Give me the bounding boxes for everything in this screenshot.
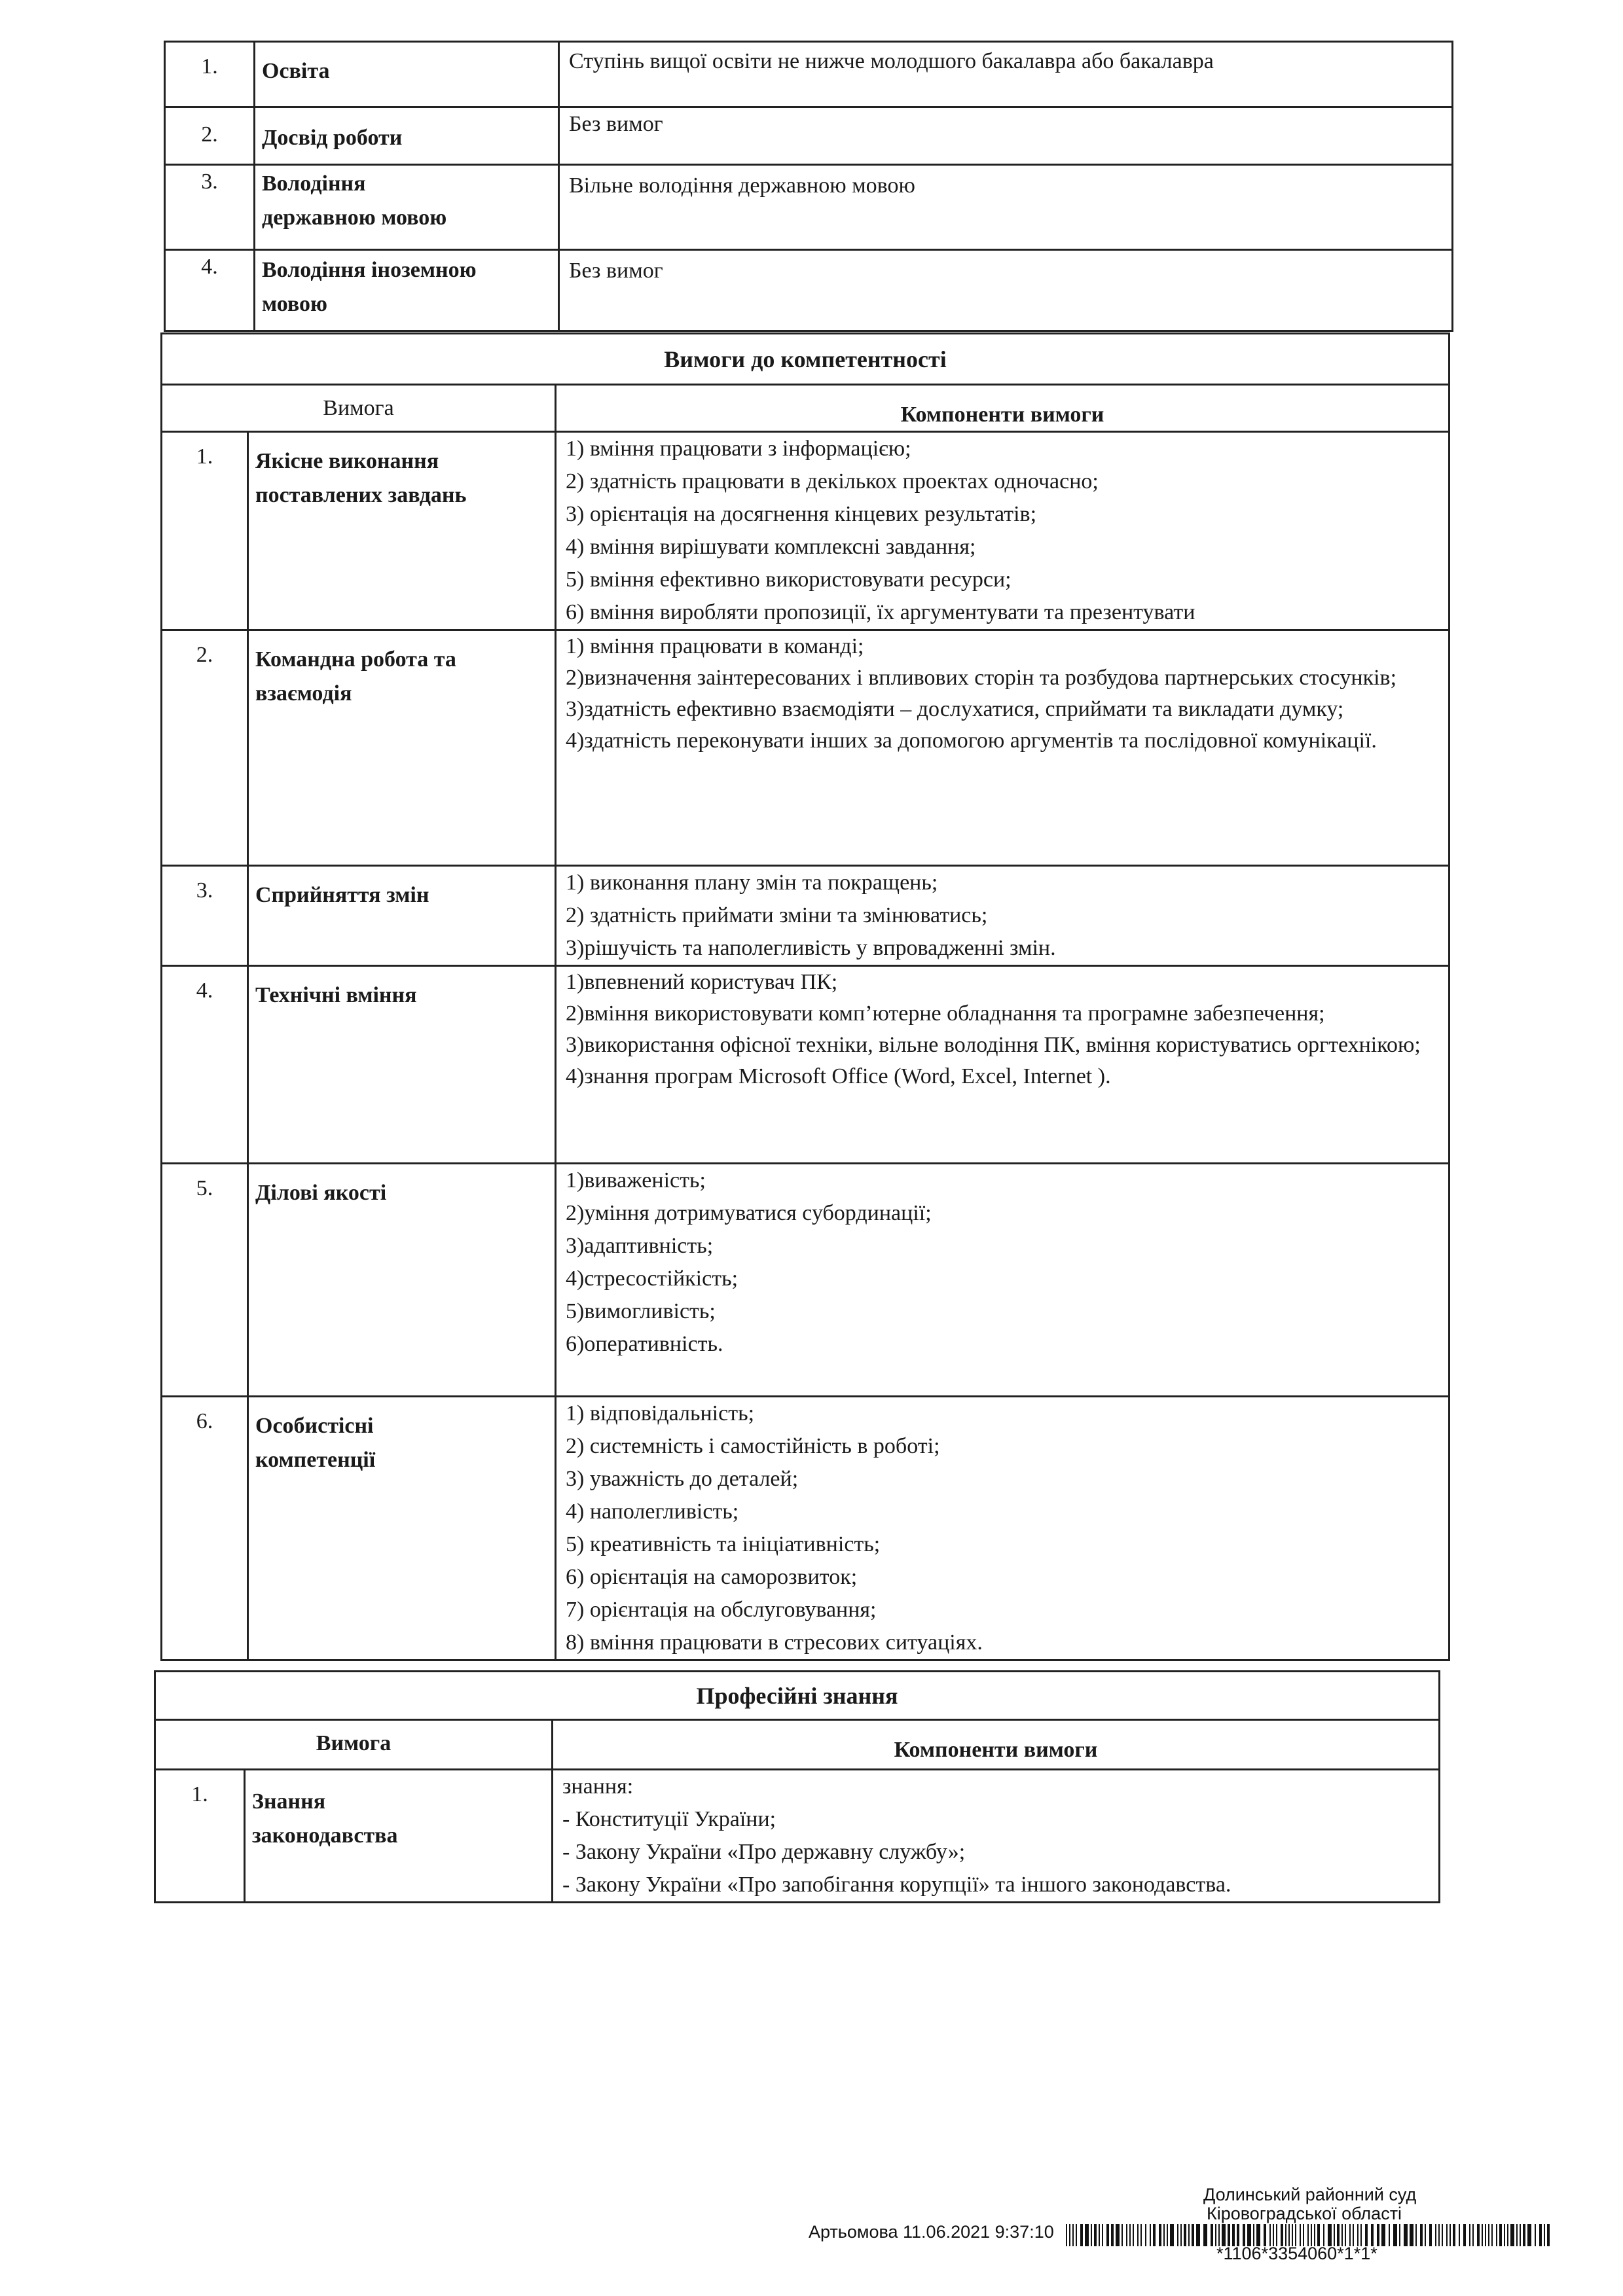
barcode-bar [1365, 2224, 1368, 2246]
barcode-bar [1438, 2224, 1440, 2246]
barcode-bar [1066, 2224, 1067, 2246]
barcode-bar [1311, 2224, 1312, 2246]
component-item: знання: [562, 1774, 634, 1799]
barcode-bar [1285, 2224, 1286, 2246]
component-item: 5)вимогливість; [566, 1299, 716, 1323]
component-item: 2)визначення заінтересованих і впливових сторін та розбудова партнерських стосунків; [566, 666, 1397, 690]
component-item: - Конституції України; [562, 1807, 776, 1831]
barcode-bar [1328, 2224, 1332, 2246]
row-number: 4. [162, 966, 248, 1164]
barcode-bar [1488, 2224, 1489, 2246]
barcode-bar [1163, 2224, 1165, 2246]
barcode-bar [1292, 2224, 1293, 2246]
label-line: Освіта [262, 59, 330, 83]
component-item: 1) вміння працювати в команді; [566, 634, 864, 658]
barcode-bar [1170, 2224, 1174, 2246]
barcode-bar [1504, 2224, 1505, 2246]
row-label [255, 165, 559, 250]
barcode-bar [1317, 2224, 1320, 2246]
row-number: 1. [155, 1770, 245, 1903]
row-label [248, 630, 556, 866]
barcode-bar [1450, 2224, 1451, 2246]
barcode-bar [1188, 2224, 1190, 2246]
barcode-bar [1425, 2224, 1426, 2246]
barcode-bar [1111, 2224, 1114, 2246]
component-item: - Закону України «Про державну службу»; [562, 1840, 966, 1864]
component-item: 2) системність і самостійність в роботі; [566, 1434, 940, 1458]
barcode-bar [1281, 2224, 1283, 2246]
row-value [559, 250, 1453, 331]
barcode-bar [1429, 2224, 1432, 2246]
barcode-bar [1314, 2224, 1315, 2246]
component-item: 3)використання офісної техніки, вільне володіння ПК, вміння користуватись оргтехнікою; [566, 1033, 1421, 1057]
barcode-bar [1469, 2224, 1470, 2246]
barcode-bar [1192, 2224, 1194, 2246]
barcode-bar [1307, 2224, 1309, 2246]
component-item: 2)уміння дотримуватися субординації; [566, 1201, 932, 1225]
component-item: 1) відповідальність; [566, 1401, 755, 1426]
row-label [255, 107, 559, 165]
barcode-bar [1535, 2224, 1536, 2246]
barcode-bar [1516, 2224, 1518, 2246]
component-item: 3) уважність до деталей; [566, 1467, 799, 1491]
barcode-bar [1371, 2224, 1374, 2246]
barcode-bar [1523, 2224, 1525, 2246]
barcode-bar [1256, 2224, 1260, 2246]
barcode-bar [1463, 2224, 1466, 2246]
row-components [556, 866, 1450, 966]
barcode-bar [1072, 2224, 1074, 2246]
barcode-bar [1069, 2224, 1070, 2246]
barcode-bar [1485, 2224, 1486, 2246]
barcode-bar [1341, 2224, 1343, 2246]
component-item: 6) вміння виробляти пропозиції, їх аргументувати та презентувати [566, 600, 1195, 624]
label-line: Сприйняття змін [255, 883, 429, 907]
barcode-bar [1491, 2224, 1493, 2246]
barcode-bar [1203, 2224, 1207, 2246]
barcode-bar [1099, 2224, 1100, 2246]
section-title: Професійні знання [155, 1672, 1440, 1720]
row-label [255, 42, 559, 107]
barcode-bar [1459, 2224, 1460, 2246]
section-title-row [155, 1672, 1440, 1720]
barcode-bar [1273, 2224, 1274, 2246]
barcode-bar [1228, 2224, 1230, 2246]
row-label [248, 866, 556, 966]
barcode-bar [1196, 2224, 1200, 2246]
barcode-bar [1159, 2224, 1161, 2246]
barcode-bar [1106, 2224, 1109, 2246]
barcode-bar [1145, 2224, 1146, 2246]
barcode-bar [1211, 2224, 1213, 2246]
barcode-bar [1150, 2224, 1151, 2246]
section-title-row [162, 334, 1450, 385]
barcode-bar [1360, 2224, 1362, 2246]
table-row [165, 42, 1453, 107]
label-line: Якісне виконання [255, 449, 439, 473]
barcode-bar [1102, 2224, 1103, 2246]
value-line: Ступінь вищої освіти не нижче молодшого бакалавра або бакалавра [569, 49, 1214, 73]
barcode-bar [1520, 2224, 1521, 2246]
row-components [556, 630, 1450, 866]
component-item: 8) вміння працювати в стресових ситуаціях. [566, 1630, 983, 1655]
row-components [556, 1164, 1450, 1397]
barcode-bar [1482, 2224, 1483, 2246]
row-value [559, 107, 1453, 165]
column-header-row [162, 385, 1450, 432]
barcode-bar [1435, 2224, 1436, 2246]
label-line: Володіння іноземною [262, 258, 477, 282]
row-label [255, 250, 559, 331]
barcode-bar [1357, 2224, 1359, 2246]
barcode-bar [1477, 2224, 1480, 2246]
barcode-bar [1140, 2224, 1142, 2246]
label-line: Ділові якості [255, 1181, 387, 1205]
barcode-bar [1094, 2224, 1097, 2246]
label-line: Технічні вміння [255, 983, 417, 1007]
component-item: 1) вміння працювати з інформацією; [566, 437, 911, 461]
row-label [248, 432, 556, 630]
barcode-bar [1232, 2224, 1235, 2246]
barcode-bar [1116, 2224, 1120, 2246]
barcode-bar [1510, 2224, 1514, 2246]
table-row [155, 1770, 1440, 1903]
barcode-graphic [1066, 2224, 1552, 2246]
barcode-bar [1539, 2224, 1542, 2246]
barcode-bar [1126, 2224, 1127, 2246]
barcode-bar [1247, 2224, 1251, 2246]
barcode-bar [1323, 2224, 1324, 2246]
barcode-bar [1442, 2224, 1443, 2246]
component-item: 6) орієнтація на саморозвиток; [566, 1565, 858, 1589]
barcode-bar [1222, 2224, 1226, 2246]
component-item: 4)знання програм Microsoft Office (Word, Excel, Internet ). [566, 1064, 1111, 1088]
component-item: 4) вміння вирішувати комплексні завдання; [566, 535, 976, 559]
barcode-bar [1177, 2224, 1178, 2246]
component-item: - Закону України «Про запобігання корупції» та іншого законодавства. [562, 1873, 1231, 1897]
table-row [162, 1397, 1450, 1660]
barcode-bar [1303, 2224, 1304, 2246]
barcode-bar [1269, 2224, 1271, 2246]
row-label [248, 966, 556, 1164]
component-item: 4) наполегливість; [566, 1499, 739, 1524]
barcode-bar [1527, 2224, 1531, 2246]
component-item: 5) креативність та ініціативність; [566, 1532, 881, 1556]
row-label [245, 1770, 553, 1903]
value-line: Вільне володіння державною мовою [569, 173, 915, 198]
barcode-bar [1349, 2224, 1351, 2246]
component-item: 6)оперативність. [566, 1332, 723, 1356]
label-line: Особистісні [255, 1414, 374, 1438]
column-header-components: Компоненти вимоги [556, 385, 1450, 432]
label-line: мовою [262, 292, 327, 316]
barcode-bar [1184, 2224, 1186, 2246]
barcode-bar [1253, 2224, 1254, 2246]
table-row [162, 966, 1450, 1164]
component-item: 1)виваженість; [566, 1168, 706, 1193]
barcode-bar [1215, 2224, 1216, 2246]
label-line: Володіння [262, 171, 366, 196]
table-row [162, 630, 1450, 866]
component-item: 1) виконання плану змін та покращень; [566, 870, 938, 895]
barcode-bar [1276, 2224, 1277, 2246]
barcode-text: *1106*3354060*1*1* [1216, 2244, 1377, 2263]
row-number: 5. [162, 1164, 248, 1397]
barcode-bar [1399, 2224, 1400, 2246]
barcode-bar [1544, 2224, 1545, 2246]
row-components [556, 432, 1450, 630]
barcode-bar [1415, 2224, 1417, 2246]
barcode-bar [1410, 2224, 1413, 2246]
barcode-bar [1472, 2224, 1474, 2246]
label-line: Досвід роботи [262, 126, 403, 150]
barcode-bar [1353, 2224, 1354, 2246]
value-line: Без вимог [569, 112, 663, 136]
label-line: законодавства [252, 1823, 398, 1848]
table-row [162, 866, 1450, 966]
barcode-bar [1547, 2224, 1550, 2246]
label-line: взаємодія [255, 681, 352, 706]
row-value [559, 165, 1453, 250]
barcode-bar [1496, 2224, 1497, 2246]
component-item: 1)впевнений користувач ПК; [566, 970, 838, 994]
barcode-bar [1389, 2224, 1390, 2246]
barcode-bar [1507, 2224, 1508, 2246]
barcode-bar [1085, 2224, 1089, 2246]
row-label [248, 1164, 556, 1397]
section-title: Вимоги до компетентності [162, 334, 1450, 385]
label-line: Знання [252, 1789, 326, 1814]
barcode-bar [1218, 2224, 1220, 2246]
barcode-bar [1453, 2224, 1455, 2246]
barcode-bar [1076, 2224, 1077, 2246]
component-item: 3)адаптивність; [566, 1234, 714, 1258]
barcode-bar [1393, 2224, 1397, 2246]
barcode-bar [1153, 2224, 1156, 2246]
barcode-bar [1122, 2224, 1123, 2246]
competence-table [160, 332, 1450, 1661]
table-row [165, 107, 1453, 165]
component-item: 5) вміння ефективно використовувати ресурси; [566, 567, 1012, 592]
row-number: 2. [162, 630, 248, 866]
barcode-bar [1300, 2224, 1301, 2246]
row-components [556, 1397, 1450, 1660]
row-number: 3. [165, 165, 255, 250]
row-components [556, 966, 1450, 1164]
component-item: 3) орієнтація на досягнення кінцевих результатів; [566, 502, 1037, 526]
component-item: 3)здатність ефективно взаємодіяти – дослухатися, сприймати та викладати думку; [566, 697, 1344, 721]
barcode-bar [1446, 2224, 1448, 2246]
barcode-bar [1180, 2224, 1182, 2246]
row-components [553, 1770, 1440, 1903]
court-name-line2: Кіровоградської області [1207, 2204, 1402, 2223]
value-line: Без вимог [569, 259, 663, 283]
row-number: 2. [165, 107, 255, 165]
barcode-bar [1264, 2224, 1266, 2246]
component-item: 2)вміння використовувати комп’ютерне обладнання та програмне забезпечення; [566, 1001, 1325, 1026]
barcode-bar [1091, 2224, 1092, 2246]
barcode-bar [1080, 2224, 1083, 2246]
row-number: 1. [162, 432, 248, 630]
registration-stamp: Артьомова 11.06.2021 9:37:10 [809, 2222, 1054, 2242]
label-line: компетенції [255, 1448, 376, 1472]
label-line: поставлених завдань [255, 483, 467, 507]
table-row [165, 165, 1453, 250]
label-line: державною мовою [262, 206, 447, 230]
barcode-bar [1167, 2224, 1168, 2246]
barcode-bar [1243, 2224, 1245, 2246]
court-name-line1: Долинський районний суд [1203, 2185, 1417, 2204]
row-number: 3. [162, 866, 248, 966]
barcode-bar [1377, 2224, 1379, 2246]
component-item: 7) орієнтація на обслуговування; [566, 1598, 877, 1622]
label-line: Командна робота та [255, 647, 456, 672]
row-number: 1. [165, 42, 255, 107]
barcode-bar [1334, 2224, 1335, 2246]
barcode-bar [1499, 2224, 1502, 2246]
row-value [559, 42, 1453, 107]
table-row [162, 432, 1450, 630]
barcode-bar [1137, 2224, 1139, 2246]
top-requirements-table [164, 41, 1453, 332]
table-row [165, 250, 1453, 331]
barcode-bar [1381, 2224, 1385, 2246]
professional-knowledge-table [154, 1670, 1440, 1903]
barcode-bar [1404, 2224, 1408, 2246]
row-number: 6. [162, 1397, 248, 1660]
barcode-bar [1133, 2224, 1134, 2246]
barcode-bar [1337, 2224, 1340, 2246]
column-header-components: Компоненти вимоги [553, 1720, 1440, 1770]
component-item: 4)стресостійкість; [566, 1266, 739, 1291]
barcode-bar [1295, 2224, 1296, 2246]
barcode-bar [1345, 2224, 1346, 2246]
row-label [248, 1397, 556, 1660]
barcode-bar [1288, 2224, 1290, 2246]
column-header-requirement: Вимога [162, 385, 556, 432]
table-row [162, 1164, 1450, 1397]
column-header-row [155, 1720, 1440, 1770]
component-item: 2) здатність працювати в декількох проектах одночасно; [566, 469, 1099, 493]
component-item: 4)здатність переконувати інших за допомогою аргументів та послідовної комунікації. [566, 728, 1377, 753]
component-item: 2) здатність приймати зміни та змінюватись; [566, 903, 988, 927]
row-number: 4. [165, 250, 255, 331]
barcode-bar [1420, 2224, 1423, 2246]
column-header-requirement: Вимога [155, 1720, 553, 1770]
barcode-bar [1237, 2224, 1239, 2246]
barcode-bar [1129, 2224, 1131, 2246]
component-item: 3)рішучість та наполегливість у впровадженні змін. [566, 936, 1056, 960]
